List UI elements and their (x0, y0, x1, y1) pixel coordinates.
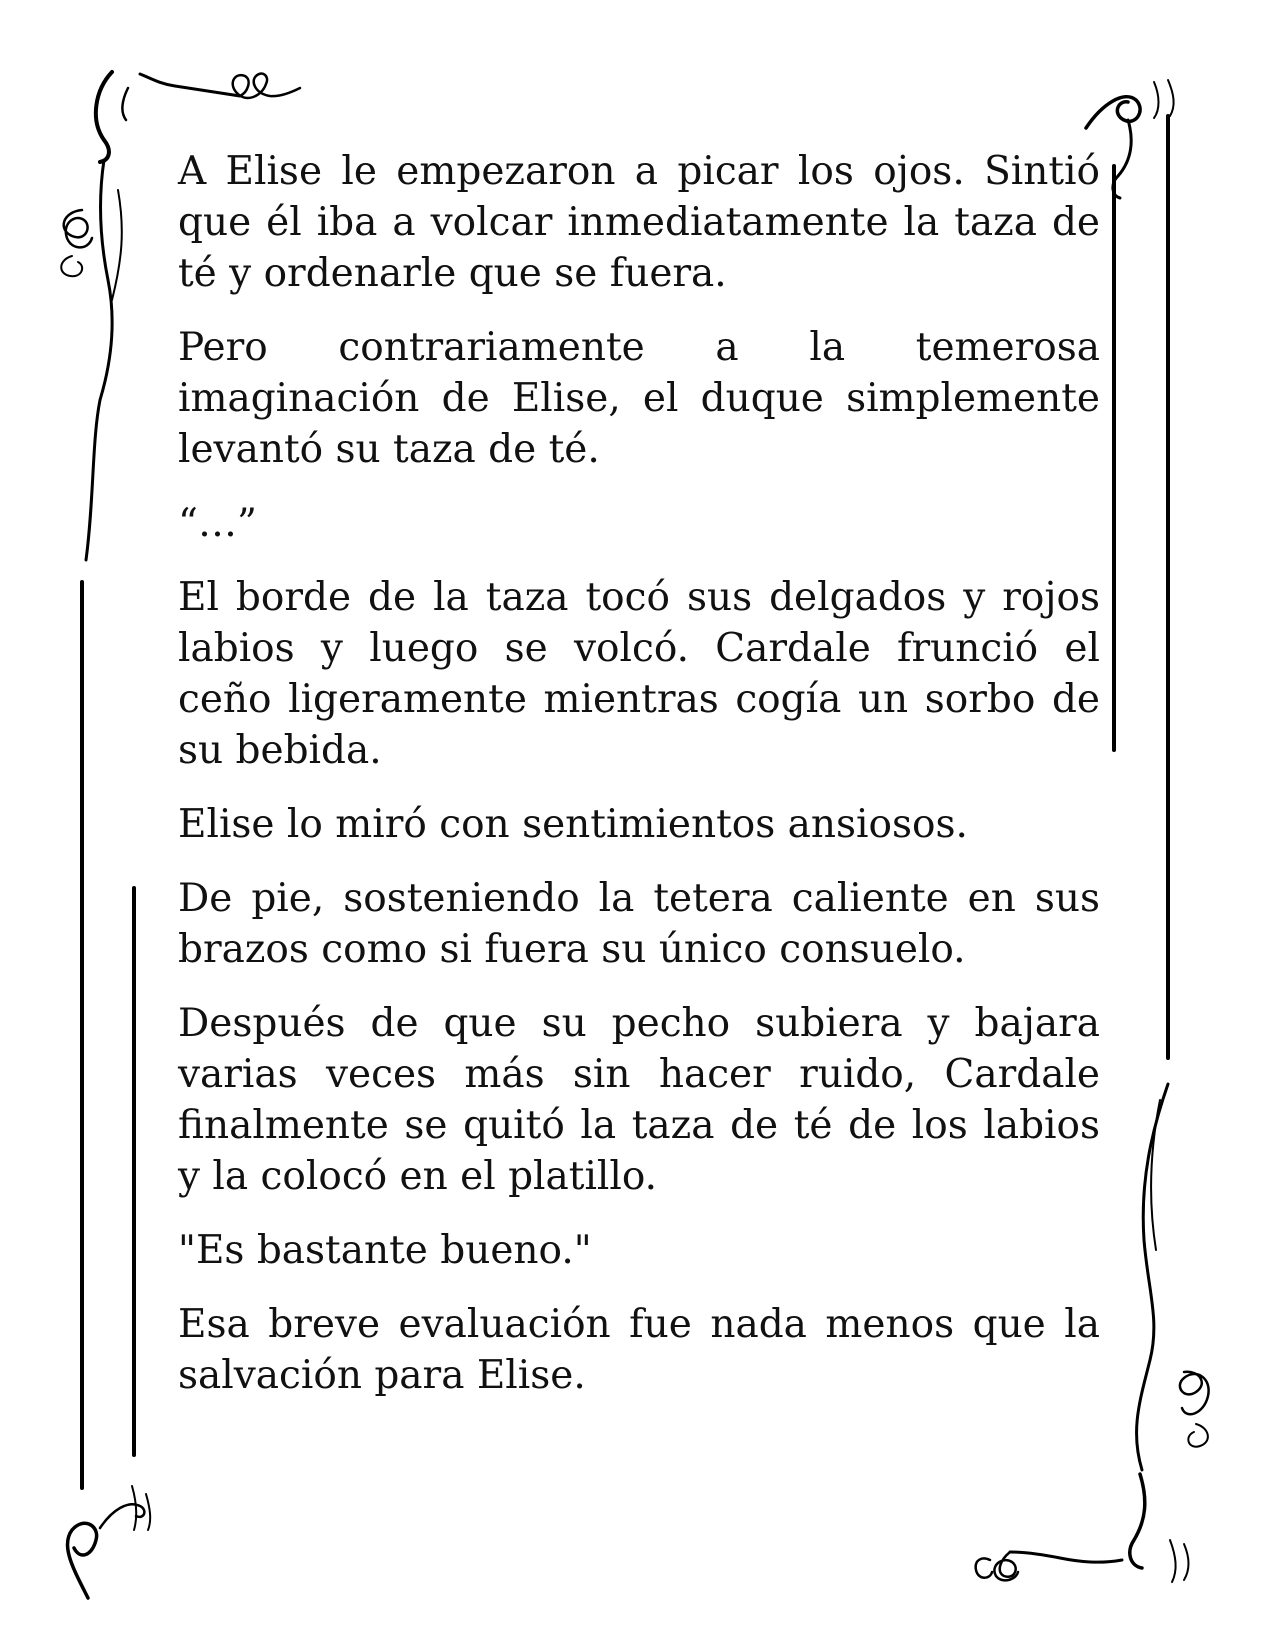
paragraph-8: "Es bastante bueno." (178, 1228, 592, 1273)
paragraph-4: El borde de la taza tocó sus delgados y rojos labios y luego se volcó. Cardale frunció el ceño ligeramente mientras cogía un sorbo de su bebida. (178, 575, 1100, 773)
document-body (178, 146, 1100, 1424)
paragraph-3: “…” (178, 501, 257, 546)
paragraph-2: Pero contrariamente a la temerosa imaginación de Elise, el duque simplemente levantó su taza de té. (178, 325, 1100, 472)
bottom-left-flourish (67, 1486, 150, 1598)
paragraph-5: Elise lo miró con sentimientos ansiosos. (178, 802, 968, 847)
paragraph-7: Después de que su pecho subiera y bajara varias veces más sin hacer ruido, Cardale finalmente se quitó la taza de té de los labios y la colocó en el platillo. (178, 1001, 1100, 1199)
paragraph-6: De pie, sosteniendo la tetera caliente en sus brazos como si fuera su único consuelo. (178, 876, 1100, 972)
paragraph-1: A Elise le empezaron a picar los ojos. Sintió que él iba a volcar inmediatamente la taza de té y ordenarle que se fuera. (178, 149, 1100, 296)
paragraph-9: Esa breve evaluación fue nada menos que la salvación para Elise. (178, 1302, 1100, 1398)
